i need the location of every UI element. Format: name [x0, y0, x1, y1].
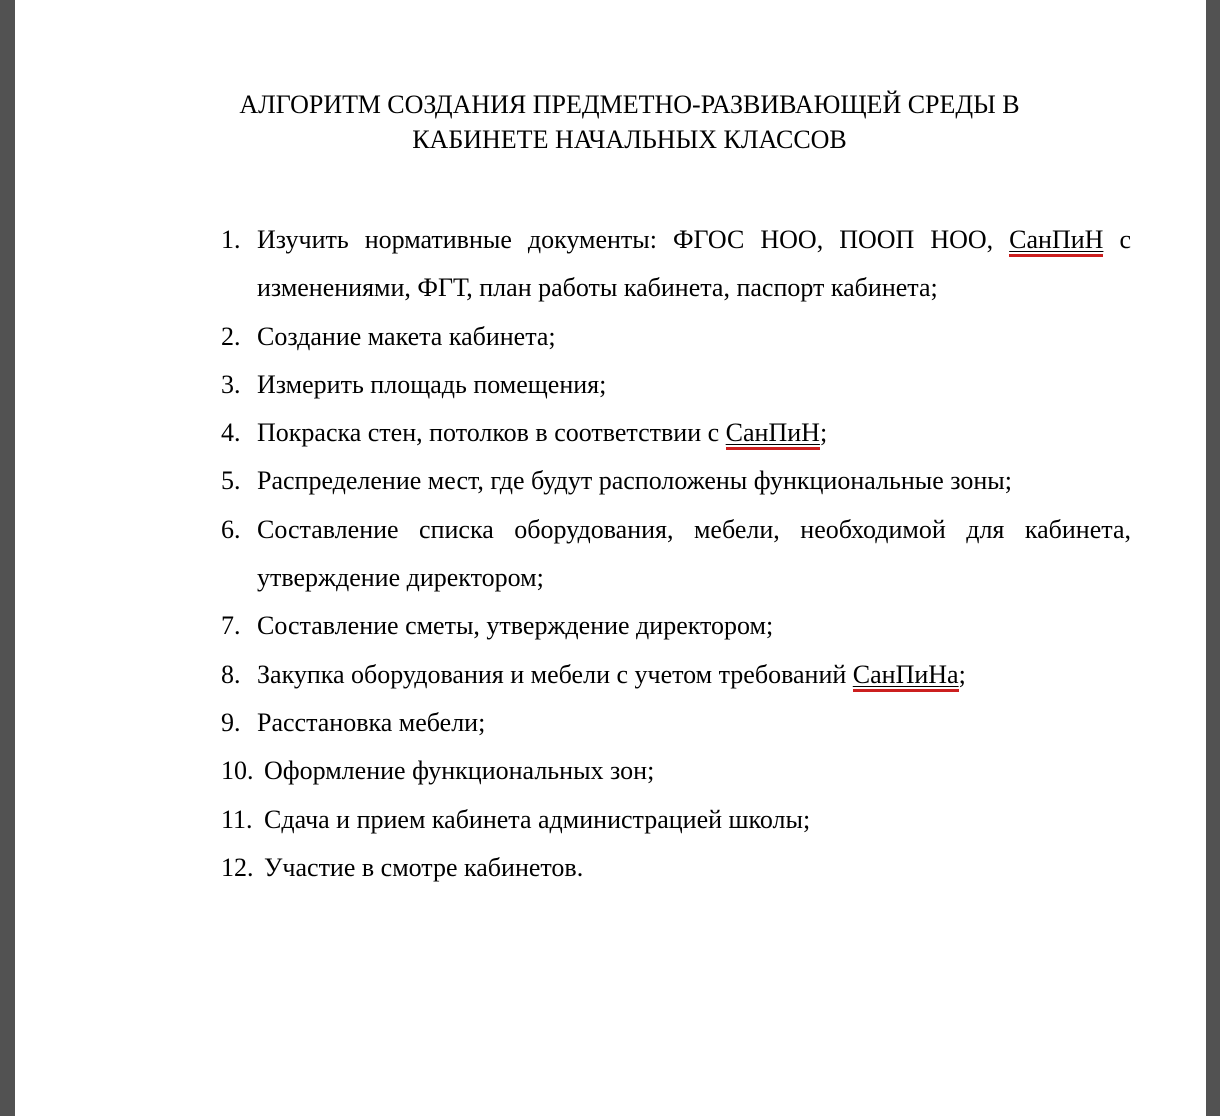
list-item: [221, 651, 1131, 699]
spellcheck-flagged-word[interactable]: СанПиН: [725, 418, 820, 448]
list-item: [221, 361, 1131, 409]
item-text: [257, 660, 966, 689]
item-text: Создание макета кабинета;: [257, 321, 556, 351]
title-line-2: КАБИНЕТЕ НАЧАЛЬНЫХ КЛАССОВ: [412, 125, 847, 154]
item-number: 1.: [221, 225, 241, 254]
item-number: 5.: [221, 466, 241, 496]
item-number: 12.: [221, 852, 254, 882]
spellcheck-flagged-word[interactable]: СанПиН: [1009, 225, 1104, 254]
item-number: 9.: [221, 707, 241, 737]
item-text-part: с изменениями, ФГТ, план работы кабинета, паспорт кабинета;: [257, 225, 1131, 303]
item-number: 2.: [221, 321, 241, 351]
list-item: [221, 796, 1131, 844]
item-number: 10.: [221, 756, 254, 786]
item-text: [257, 216, 1131, 313]
item-number: 7.: [221, 611, 241, 641]
algorithm-steps-list: [221, 216, 1131, 892]
item-text: Сдача и прием кабинета администрацией школы;: [264, 804, 811, 834]
list-item: [221, 699, 1131, 747]
title-line-1: АЛГОРИТМ СОЗДАНИЯ ПРЕДМЕТНО-РАЗВИВАЮЩЕЙ СРЕДЫ В: [239, 90, 1020, 119]
item-number: 11.: [221, 804, 253, 834]
item-text: Распределение мест, где будут расположены функциональные зоны;: [257, 466, 1012, 496]
spellcheck-flagged-word[interactable]: СанПиНа: [852, 659, 959, 689]
item-text: Измерить площадь помещения;: [257, 369, 607, 399]
item-text-part: ;: [958, 659, 966, 689]
list-item: [221, 602, 1131, 650]
item-text: Участие в смотре кабинетов.: [264, 852, 584, 882]
list-item: [221, 409, 1131, 457]
list-item: [221, 313, 1131, 361]
item-text-part: Покраска стен, потолков в соответствии с: [257, 418, 726, 448]
item-number: 6.: [221, 514, 241, 544]
item-text: Составление списка оборудования, мебели, необходимой для кабинета, утверждение директором;: [257, 514, 1131, 593]
item-text: Оформление функциональных зон;: [264, 756, 655, 786]
item-number: 3.: [221, 369, 241, 399]
item-text: [257, 418, 827, 447]
list-item: [221, 747, 1131, 795]
item-text-part: ;: [819, 418, 828, 448]
document-title: [15, 87, 1206, 157]
item-text: Расстановка мебели;: [257, 707, 486, 737]
list-item: [221, 457, 1131, 505]
item-text-part: Изучить нормативные документы: ФГОС НОО, ПООП НОО,: [257, 225, 1010, 254]
list-item: [221, 844, 1131, 892]
item-number: 8.: [221, 659, 241, 689]
item-number: 4.: [221, 418, 241, 448]
item-text-part: Закупка оборудования и мебели с учетом требований: [257, 659, 853, 689]
list-item: [221, 506, 1131, 603]
item-text: Составление сметы, утверждение директором;: [257, 611, 774, 641]
document-page[interactable]: [15, 0, 1206, 1116]
list-item: [221, 216, 1131, 313]
